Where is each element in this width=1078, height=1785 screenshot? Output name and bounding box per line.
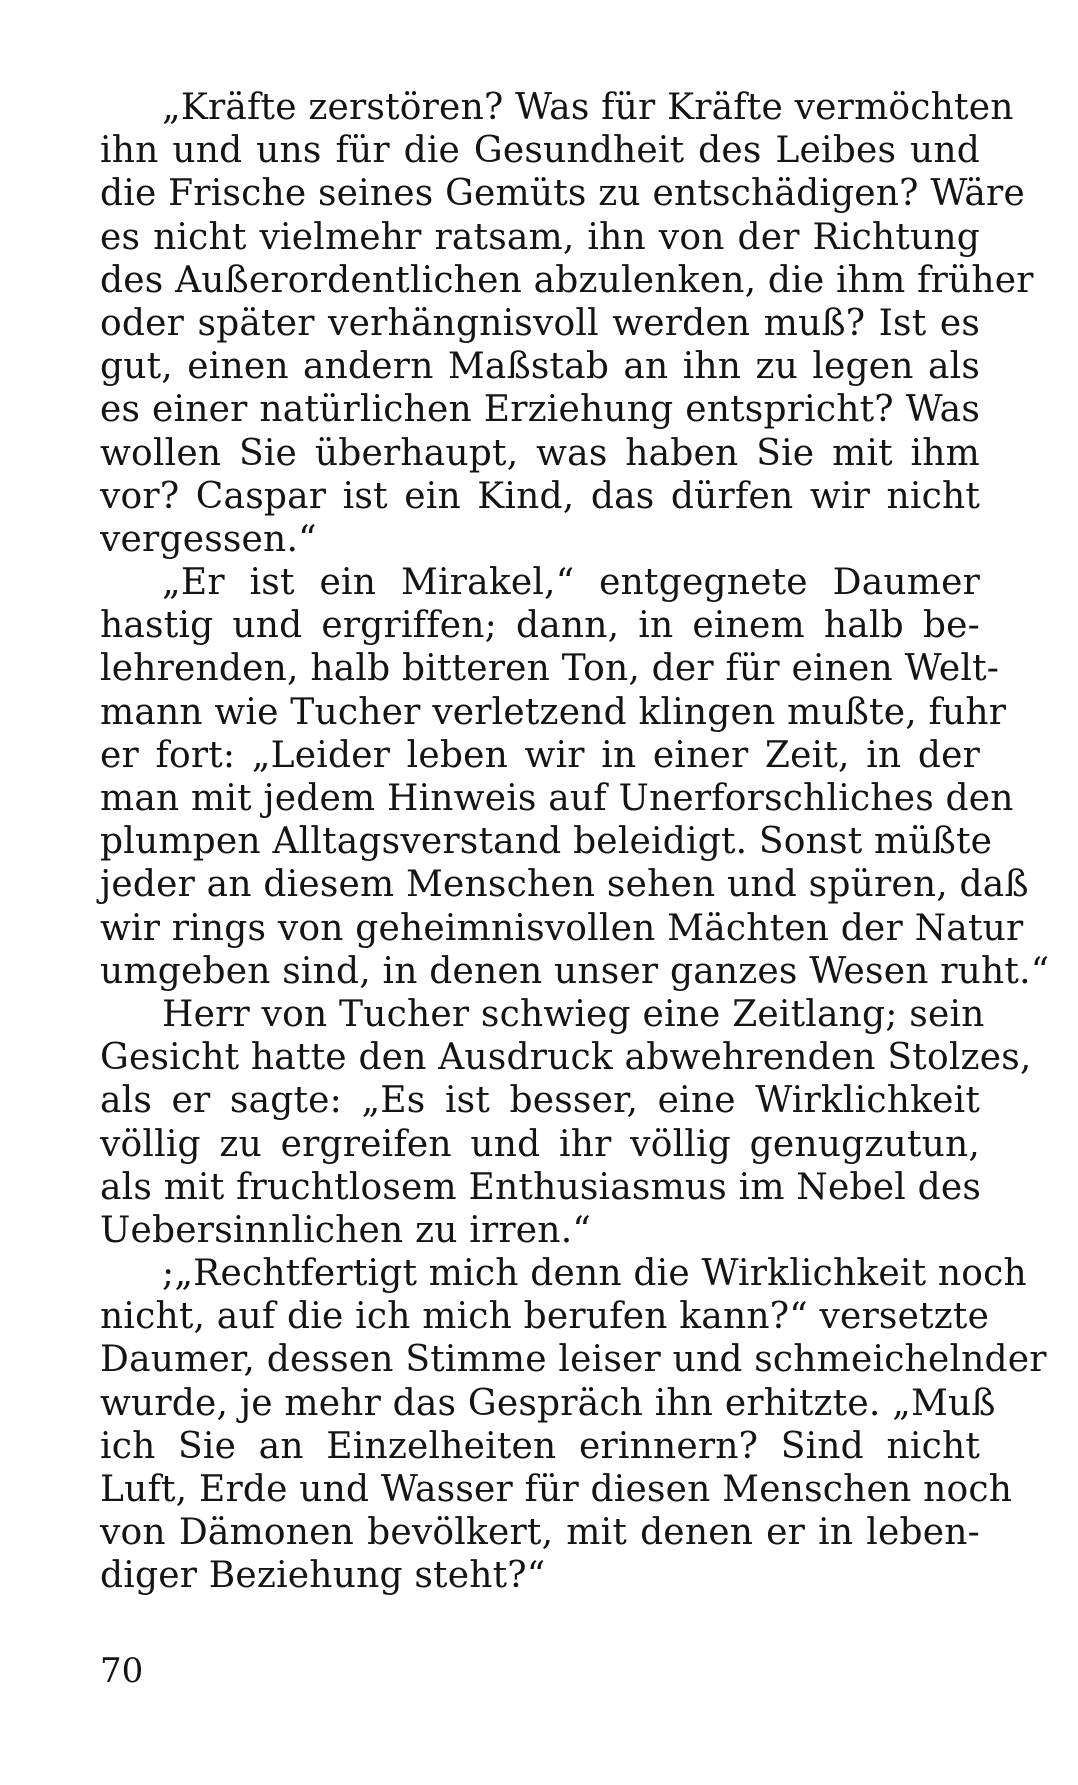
page-number: 70 bbox=[100, 1651, 144, 1691]
text-line: Herr von Tucher schwieg eine Zeitlang; sein bbox=[162, 993, 985, 1035]
text-line: wir rings von geheimnisvollen Mächten der Natur bbox=[100, 907, 1024, 949]
text-line: hastig und ergriffen; dann, in einem halb be- bbox=[100, 605, 980, 647]
text-line: von Dämonen bevölkert, mit denen er in leben- bbox=[100, 1512, 980, 1554]
text-line: vor? Caspar ist ein Kind, das dürfen wir nicht bbox=[100, 475, 980, 517]
text-line: nicht, auf die ich mich berufen kann?“ versetzte bbox=[100, 1296, 990, 1338]
text-line: mann wie Tucher verletzend klingen mußte, fuhr bbox=[100, 691, 1007, 733]
text-line: jeder an diesem Menschen sehen und spüren, daß bbox=[100, 864, 1029, 906]
text-line: plumpen Alltagsverstand beleidigt. Sonst müßte bbox=[100, 821, 993, 863]
text-line: als er sagte: „Es ist besser, eine Wirklichkeit bbox=[100, 1080, 980, 1122]
text-line: Daumer, dessen Stimme leiser und schmeichelnder bbox=[100, 1339, 1047, 1381]
body-text bbox=[100, 86, 1050, 1598]
text-line: als mit fruchtlosem Enthusiasmus im Nebel des bbox=[100, 1166, 982, 1208]
text-line: „Kräfte zerstören? Was für Kräfte vermöchten bbox=[162, 87, 1014, 128]
text-line: Gesicht hatte den Ausdruck abwehrenden Stolzes, bbox=[100, 1037, 1032, 1079]
text-line: lehrenden, halb bitteren Ton, der für einen Welt- bbox=[100, 648, 1000, 690]
text-line: die Frische seines Gemüts zu entschädigen? Wäre bbox=[100, 173, 1025, 215]
text-line: wollen Sie überhaupt, was haben Sie mit ihm bbox=[100, 432, 980, 474]
text-line: es einer natürlichen Erziehung entspricht? Was bbox=[100, 389, 980, 431]
text-line: völlig zu ergreifen und ihr völlig genugzutun, bbox=[100, 1123, 980, 1165]
text-line: es nicht vielmehr ratsam, ihn von der Richtung bbox=[100, 216, 980, 258]
text-line: wurde, je mehr das Gespräch ihn erhitzte. „Muß bbox=[100, 1382, 996, 1424]
text-line: oder später verhängnisvoll werden muß? Ist es bbox=[100, 302, 980, 344]
text-line: diger Beziehung steht?“ bbox=[100, 1555, 546, 1597]
text-line: man mit jedem Hinweis auf Unerforschliches den bbox=[100, 778, 1014, 819]
text-line: „Er ist ein Mirakel,“ entgegnete Daumer bbox=[162, 562, 980, 604]
text-line: ihn und uns für die Gesundheit des Leibes und bbox=[100, 130, 980, 172]
text-line: umgeben sind, in denen unser ganzes Wesen ruht.“ bbox=[100, 950, 1050, 992]
text-line: ;„Rechtfertigt mich denn die Wirklichkeit noch bbox=[162, 1253, 1027, 1295]
text-line: vergessen.“ bbox=[100, 518, 317, 560]
text-line: er fort: „Leider leben wir in einer Zeit, in der bbox=[100, 734, 980, 776]
text-line: gut, einen andern Maßstab an ihn zu legen als bbox=[100, 346, 980, 388]
text-line: Uebersinnlichen zu irren.“ bbox=[100, 1209, 591, 1251]
text-line: ich Sie an Einzelheiten erinnern? Sind nicht bbox=[100, 1425, 980, 1467]
text-line: Luft, Erde und Wasser für diesen Menschen noch bbox=[100, 1469, 1013, 1510]
text-line: des Außerordentlichen abzulenken, die ihm früher bbox=[100, 259, 1034, 301]
